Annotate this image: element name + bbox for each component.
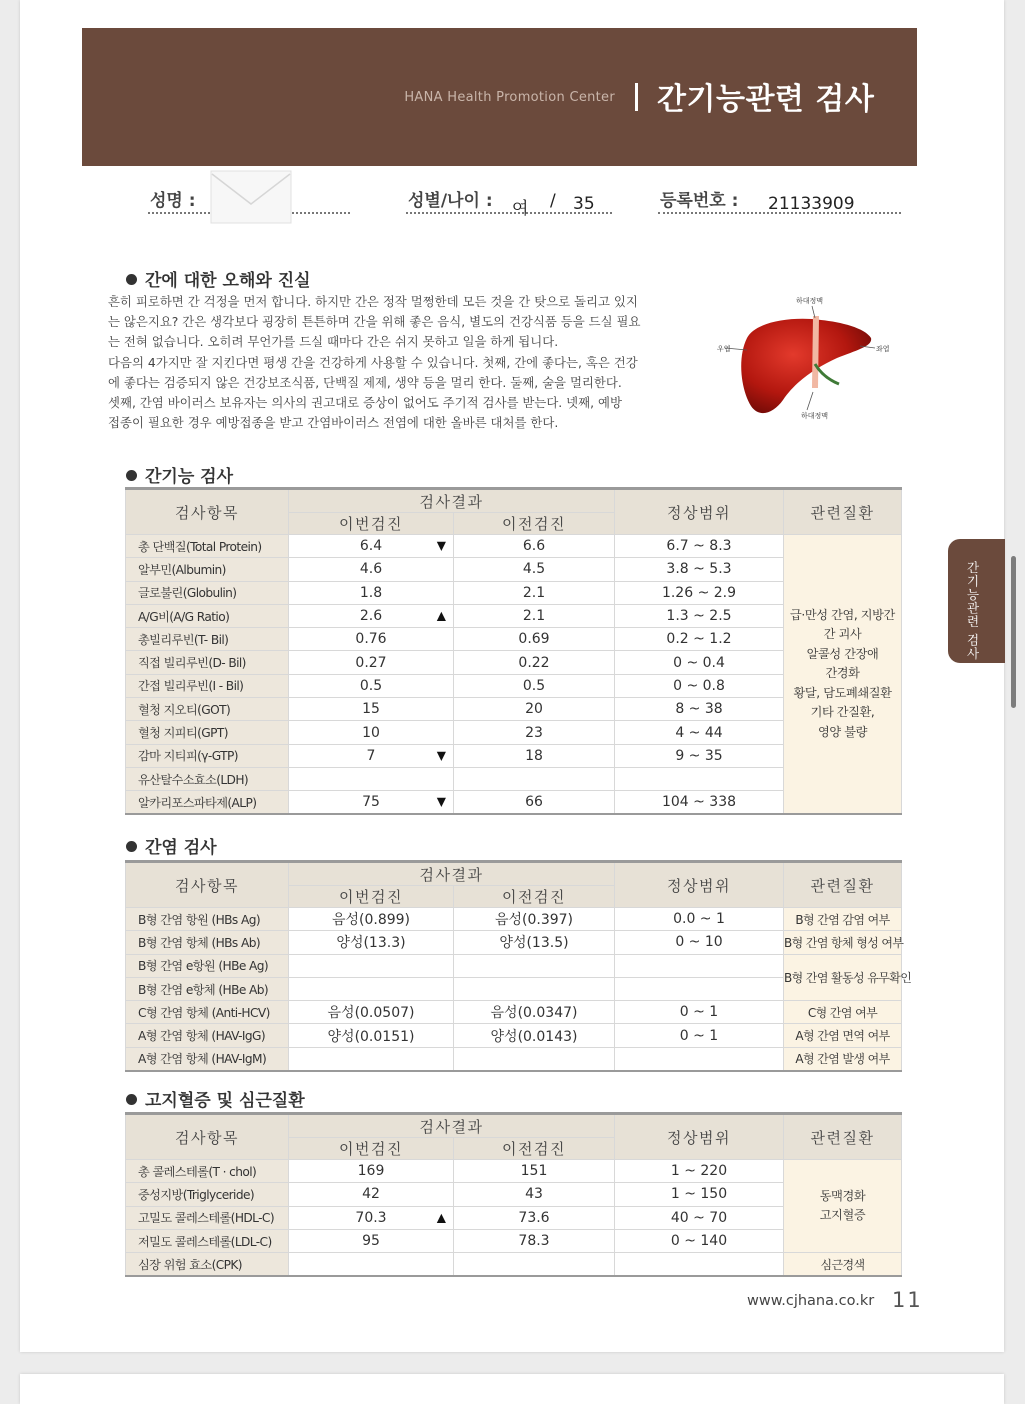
liver-label-right: 좌엽 bbox=[876, 345, 890, 353]
hepatitis-table bbox=[125, 860, 912, 1072]
current-value-cell bbox=[289, 1253, 454, 1276]
test-name: 총빌리루빈(T- Bil) bbox=[126, 628, 289, 651]
current-value-cell bbox=[289, 791, 454, 814]
normal-range: 104 ~ 338 bbox=[615, 791, 784, 814]
test-name: B형 간염 e항원 (HBe Ag) bbox=[126, 954, 289, 977]
previous-value: 2.1 bbox=[454, 604, 615, 627]
normal-range: 1 ~ 220 bbox=[615, 1160, 784, 1183]
normal-range: 8 ~ 38 bbox=[615, 698, 784, 721]
current-value-cell bbox=[289, 558, 454, 581]
age-value: 35 bbox=[573, 194, 595, 214]
current-value bbox=[289, 954, 454, 977]
section-title-lipid: 고지혈증 및 심근질환 bbox=[126, 1086, 305, 1111]
col-header-item: 검사항목 bbox=[126, 862, 289, 908]
col-header-range: 정상범위 bbox=[615, 1114, 784, 1160]
footer-url: www.cjhana.co.kr bbox=[747, 1293, 875, 1309]
previous-value: 음성(0.0347) bbox=[454, 1001, 615, 1024]
current-value-cell bbox=[289, 1206, 454, 1229]
current-value: 169 bbox=[357, 1163, 385, 1180]
table-row bbox=[126, 535, 902, 558]
test-name: 중성지방(Triglyceride) bbox=[126, 1183, 289, 1206]
flag-arrow-icon: ▲ bbox=[436, 1210, 446, 1225]
normal-range bbox=[615, 954, 784, 977]
reg-number: 21133909 bbox=[768, 194, 855, 214]
col-header-result: 검사결과 bbox=[289, 489, 615, 513]
related-disease: B형 간염 활동성 유무확인 bbox=[784, 954, 902, 1001]
intro-line: 흔히 피로하면 간 걱정을 먼저 합니다. 하지만 간은 정작 멀쩡한데 모든 것을 간 탓으로 돌리고 있지 bbox=[108, 294, 638, 309]
flag-arrow-icon: ▼ bbox=[436, 748, 446, 763]
normal-range bbox=[615, 1253, 784, 1276]
test-name: A형 간염 항체 (HAV-IgM) bbox=[126, 1047, 289, 1070]
reg-underline bbox=[658, 212, 901, 214]
test-name: 알부민(Albumin) bbox=[126, 558, 289, 581]
col-header-result: 검사결과 bbox=[289, 1114, 615, 1138]
current-value-cell bbox=[289, 698, 454, 721]
previous-value: 0.69 bbox=[454, 628, 615, 651]
previous-value: 23 bbox=[454, 721, 615, 744]
normal-range bbox=[615, 767, 784, 790]
col-header-range: 정상범위 bbox=[615, 862, 784, 908]
previous-value: 양성(0.0143) bbox=[454, 1024, 615, 1047]
test-name: 유산탈수소효소(LDH) bbox=[126, 767, 289, 790]
col-header-item: 검사항목 bbox=[126, 489, 289, 535]
current-value: 10 bbox=[362, 724, 380, 741]
flag-arrow-icon: ▼ bbox=[436, 538, 446, 553]
current-value: 6.4 bbox=[359, 538, 383, 555]
scrollbar-thumb[interactable] bbox=[1011, 556, 1016, 708]
current-value: 0.76 bbox=[355, 631, 387, 648]
test-name: 알카리포스파타제(ALP) bbox=[126, 791, 289, 814]
bullet-icon bbox=[126, 841, 137, 852]
current-value-cell bbox=[289, 1160, 454, 1183]
related-disease: 동맥경화 고지혈증 bbox=[784, 1160, 902, 1253]
previous-value: 4.5 bbox=[454, 558, 615, 581]
current-value: 0.27 bbox=[355, 654, 387, 671]
next-page-edge bbox=[20, 1374, 1004, 1404]
current-value-cell bbox=[289, 721, 454, 744]
current-value: 15 bbox=[362, 701, 380, 718]
page-header bbox=[82, 28, 917, 166]
previous-value: 0.22 bbox=[454, 651, 615, 674]
previous-value bbox=[454, 954, 615, 977]
related-disease: C형 간염 여부 bbox=[784, 1001, 902, 1024]
current-value-cell bbox=[289, 628, 454, 651]
col-header-previous: 이전검진 bbox=[454, 1138, 615, 1160]
col-header-item: 검사항목 bbox=[126, 1114, 289, 1160]
current-value: 음성(0.0507) bbox=[289, 1001, 454, 1024]
normal-range: 1.26 ~ 2.9 bbox=[615, 581, 784, 604]
envelope-icon bbox=[210, 170, 292, 224]
normal-range: 0 ~ 1 bbox=[615, 1024, 784, 1047]
col-header-current: 이번검진 bbox=[289, 886, 454, 908]
previous-value: 78.3 bbox=[454, 1229, 615, 1252]
test-name: 간접 빌리루빈(I - Bil) bbox=[126, 674, 289, 697]
current-value-cell bbox=[289, 651, 454, 674]
bullet-icon bbox=[126, 1094, 137, 1105]
current-value: 95 bbox=[362, 1233, 380, 1250]
normal-range: 6.7 ~ 8.3 bbox=[615, 535, 784, 558]
intro-line: 는 않은지요? 간은 생각보다 굉장히 튼튼하며 간을 위해 좋은 음식, 별도의 건강식품 등을 드실 필요 bbox=[108, 314, 641, 330]
col-header-result: 검사결과 bbox=[289, 862, 615, 886]
test-name: 직접 빌리루빈(D- Bil) bbox=[126, 651, 289, 674]
previous-value: 0.5 bbox=[454, 674, 615, 697]
current-value: 양성(0.0151) bbox=[289, 1024, 454, 1047]
current-value-cell bbox=[289, 604, 454, 627]
related-disease: B형 간염 항체 형성 여부 bbox=[784, 931, 902, 954]
table-row bbox=[126, 1160, 902, 1183]
current-value: 4.6 bbox=[359, 561, 383, 578]
normal-range: 1 ~ 150 bbox=[615, 1183, 784, 1206]
current-value: 0.5 bbox=[359, 677, 383, 694]
flag-arrow-icon: ▼ bbox=[436, 794, 446, 809]
table-row bbox=[126, 1253, 902, 1276]
current-value-cell bbox=[289, 581, 454, 604]
normal-range: 3.8 ~ 5.3 bbox=[615, 558, 784, 581]
col-header-disease: 관련질환 bbox=[784, 862, 902, 908]
normal-range: 9 ~ 35 bbox=[615, 744, 784, 767]
test-name: 글로불린(Globulin) bbox=[126, 581, 289, 604]
previous-value: 6.6 bbox=[454, 535, 615, 558]
flag-arrow-icon: ▲ bbox=[436, 608, 446, 623]
col-header-disease: 관련질환 bbox=[784, 1114, 902, 1160]
gender-value: 여 bbox=[512, 199, 529, 219]
normal-range: 40 ~ 70 bbox=[615, 1206, 784, 1229]
intro-line: 다음의 4가지만 잘 지킨다면 평생 간을 건강하게 사용할 수 있습니다. 첫째, 간에 좋다는, 혹은 건강 bbox=[108, 354, 638, 370]
table-row bbox=[126, 1024, 902, 1047]
table-row bbox=[126, 1047, 902, 1070]
liver-illustration bbox=[695, 292, 890, 427]
related-disease: A형 간염 면역 여부 bbox=[784, 1024, 902, 1047]
col-header-previous: 이전검진 bbox=[454, 513, 615, 535]
table-row bbox=[126, 931, 902, 954]
col-header-current: 이번검진 bbox=[289, 513, 454, 535]
test-name: 총 콜레스테롤(T · chol) bbox=[126, 1160, 289, 1183]
header-subtitle: HANA Health Promotion Center bbox=[404, 90, 615, 105]
col-header-disease: 관련질환 bbox=[784, 489, 902, 535]
current-value: 75 bbox=[362, 794, 380, 811]
current-value: 42 bbox=[362, 1186, 380, 1203]
current-value: 2.6 bbox=[359, 608, 383, 625]
current-value bbox=[289, 977, 454, 1000]
intro-line: 셋째, 간염 바이러스 보유자는 의사의 권고대로 증상이 없어도 주기적 검사를 받는다. 넷째, 예방 bbox=[108, 395, 622, 411]
name-label: 성명 : bbox=[150, 191, 196, 211]
gender-age-underline bbox=[406, 212, 612, 214]
previous-value bbox=[454, 977, 615, 1000]
previous-value: 음성(0.397) bbox=[454, 908, 615, 931]
reg-label: 등록번호 : bbox=[660, 191, 739, 211]
page-number: 11 bbox=[892, 1288, 923, 1312]
previous-value: 66 bbox=[454, 791, 615, 814]
normal-range bbox=[615, 1047, 784, 1070]
section-title-myth: 간에 대한 오해와 진실 bbox=[126, 266, 311, 291]
bullet-icon bbox=[126, 274, 137, 285]
previous-value: 20 bbox=[454, 698, 615, 721]
normal-range bbox=[615, 977, 784, 1000]
related-disease: A형 간염 발생 여부 bbox=[784, 1047, 902, 1070]
current-value-cell bbox=[289, 535, 454, 558]
col-header-previous: 이전검진 bbox=[454, 886, 615, 908]
current-value: 1.8 bbox=[359, 584, 383, 601]
previous-value: 2.1 bbox=[454, 581, 615, 604]
lipid-table bbox=[125, 1112, 902, 1277]
previous-value: 151 bbox=[454, 1160, 615, 1183]
table-row bbox=[126, 908, 902, 931]
liver-label-top: 하대정맥 bbox=[796, 297, 824, 305]
test-name: A/G비(A/G Ratio) bbox=[126, 604, 289, 627]
normal-range: 0 ~ 140 bbox=[615, 1229, 784, 1252]
test-name: B형 간염 항체 (HBs Ab) bbox=[126, 931, 289, 954]
normal-range: 0.2 ~ 1.2 bbox=[615, 628, 784, 651]
intro-line: 는 전혀 없습니다. 오히려 무언가를 드실 때마다 간은 쉬지 못하고 일을 하게 됩니다. bbox=[108, 334, 559, 350]
previous-value: 43 bbox=[454, 1183, 615, 1206]
current-value: 70.3 bbox=[355, 1209, 387, 1226]
current-value-cell bbox=[289, 767, 454, 790]
current-value: 음성(0.899) bbox=[289, 908, 454, 931]
test-name: 총 단백질(Total Protein) bbox=[126, 535, 289, 558]
test-name: B형 간염 항원 (HBs Ag) bbox=[126, 908, 289, 931]
intro-paragraph bbox=[108, 292, 698, 433]
current-value: 양성(13.3) bbox=[289, 931, 454, 954]
section-title-liver-test: 간기능 검사 bbox=[126, 462, 233, 487]
normal-range: 0 ~ 0.4 bbox=[615, 651, 784, 674]
gender-age-label: 성별/나이 : bbox=[408, 191, 493, 211]
test-name: C형 간염 항체 (Anti-HCV) bbox=[126, 1001, 289, 1024]
col-header-range: 정상범위 bbox=[615, 489, 784, 535]
page-title: 간기능관련 검사 bbox=[657, 82, 875, 117]
intro-line: 접종이 필요한 경우 예방접종을 받고 간염바이러스 전염에 대한 올바른 대처를 한다. bbox=[108, 415, 559, 431]
previous-value: 양성(13.5) bbox=[454, 931, 615, 954]
current-value-cell bbox=[289, 1229, 454, 1252]
current-value bbox=[289, 1047, 454, 1070]
liver-function-table bbox=[125, 487, 902, 815]
test-name: 고밀도 콜레스테롤(HDL-C) bbox=[126, 1206, 289, 1229]
current-value-cell bbox=[289, 674, 454, 697]
test-name: 혈청 지오티(GOT) bbox=[126, 698, 289, 721]
intro-line: 에 좋다는 검증되지 않은 건강보조식품, 단백질 제제, 생약 등을 멀리 한다. 둘째, 술을 멀리한다. bbox=[108, 374, 622, 390]
bullet-icon bbox=[126, 470, 137, 481]
previous-value bbox=[454, 1253, 615, 1276]
previous-value bbox=[454, 767, 615, 790]
normal-range: 1.3 ~ 2.5 bbox=[615, 604, 784, 627]
table-row bbox=[126, 1001, 902, 1024]
header-divider bbox=[635, 83, 638, 111]
liver-label-bottom: 하대정맥 bbox=[801, 412, 829, 420]
normal-range: 0 ~ 10 bbox=[615, 931, 784, 954]
normal-range: 0 ~ 0.8 bbox=[615, 674, 784, 697]
test-name: 감마 지티피(γ-GTP) bbox=[126, 744, 289, 767]
related-disease: B형 간염 감염 여부 bbox=[784, 908, 902, 931]
normal-range: 0 ~ 1 bbox=[615, 1001, 784, 1024]
test-name: 혈청 지피티(GPT) bbox=[126, 721, 289, 744]
test-name: A형 간염 항체 (HAV-IgG) bbox=[126, 1024, 289, 1047]
gender-age-separator: / bbox=[550, 191, 556, 211]
side-tab-liver-tests[interactable] bbox=[948, 539, 1005, 663]
current-value-cell bbox=[289, 744, 454, 767]
liver-label-left: 우엽 bbox=[717, 345, 731, 353]
current-value: 7 bbox=[366, 747, 376, 764]
col-header-current: 이번검진 bbox=[289, 1138, 454, 1160]
section-title-hepatitis: 간염 검사 bbox=[126, 833, 217, 858]
previous-value: 73.6 bbox=[454, 1206, 615, 1229]
normal-range: 0.0 ~ 1 bbox=[615, 908, 784, 931]
test-name: 심장 위험 효소(CPK) bbox=[126, 1253, 289, 1276]
previous-value bbox=[454, 1047, 615, 1070]
side-tab-label: 간기능관련 검사 bbox=[965, 561, 980, 661]
related-disease: 급·만성 간염, 지방간 간 괴사 알콜성 간장애 간경화 황달, 담도폐쇄질환 기타 간질환, 영양 불량 bbox=[784, 535, 902, 815]
previous-value: 18 bbox=[454, 744, 615, 767]
test-name: B형 간염 e항체 (HBe Ab) bbox=[126, 977, 289, 1000]
table-row bbox=[126, 954, 902, 977]
current-value-cell bbox=[289, 1183, 454, 1206]
test-name: 저밀도 콜레스테롤(LDL-C) bbox=[126, 1229, 289, 1252]
related-disease: 심근경색 bbox=[784, 1253, 902, 1276]
normal-range: 4 ~ 44 bbox=[615, 721, 784, 744]
